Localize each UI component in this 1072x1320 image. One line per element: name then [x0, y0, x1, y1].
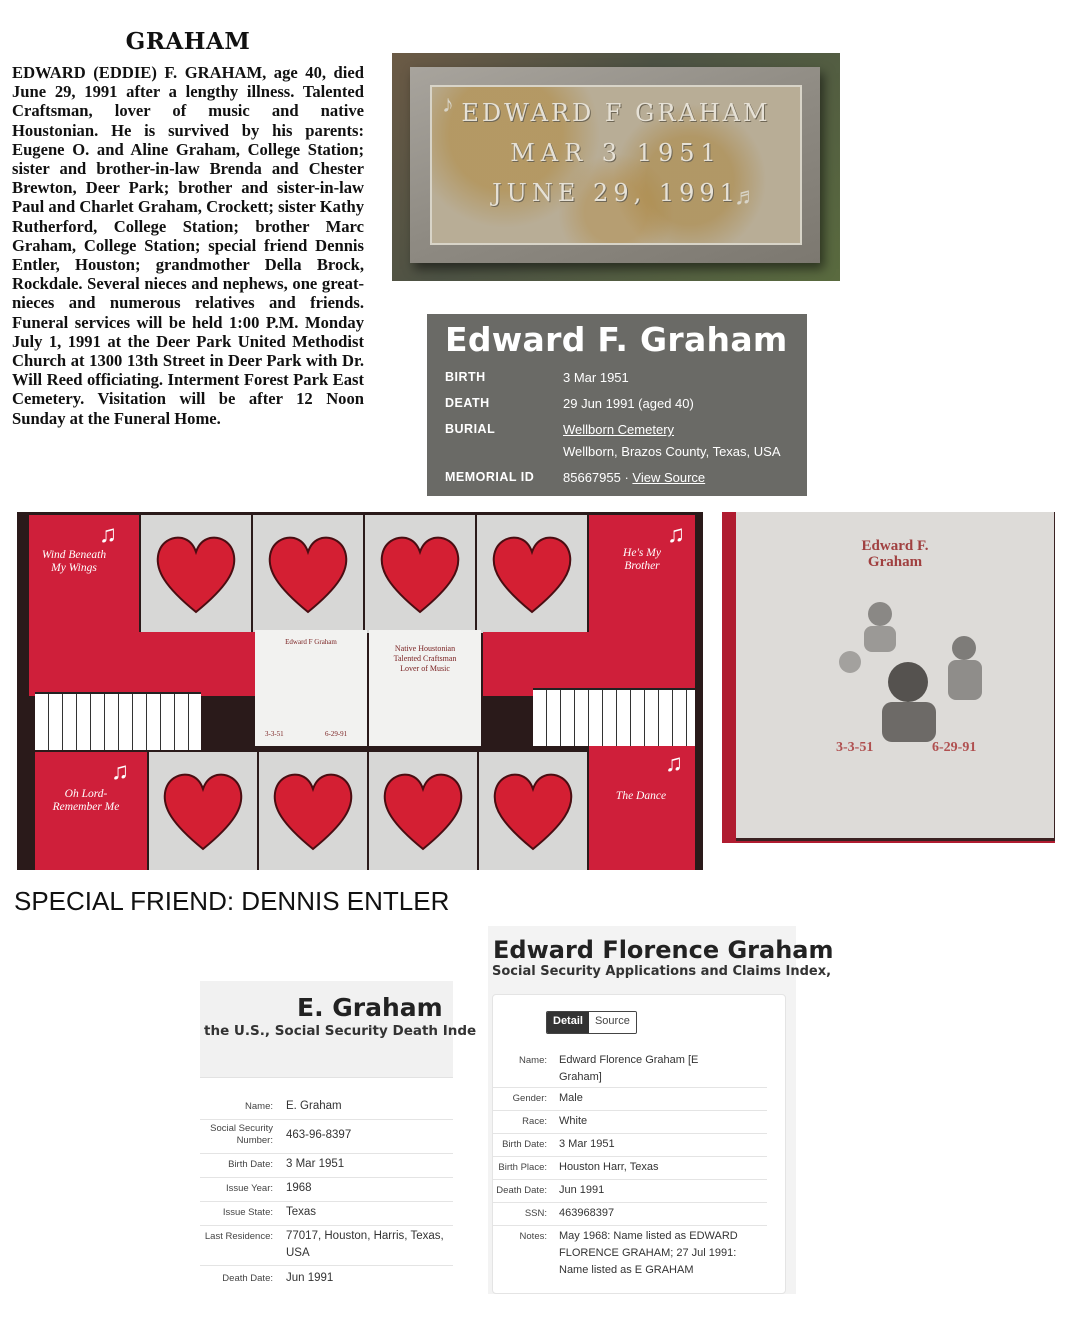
ssaci-row-value: Houston Harr, Texas: [559, 1161, 659, 1173]
ssaci-detail-card: [492, 994, 786, 1294]
quilt-heart-panel: [477, 515, 587, 633]
ssdi-row: [200, 1269, 453, 1291]
quilt-panel-br: [589, 746, 695, 870]
ssdi-row-value: 3 Mar 1951: [286, 1158, 345, 1170]
ssaci-row-value: Edward Florence Graham [E Graham]: [559, 1054, 699, 1083]
ssdi-row-value: 463-96-8397: [286, 1129, 352, 1141]
ssdi-row-value: 1968: [286, 1182, 312, 1194]
death-value: 29 Jun 1991 (aged 40): [563, 396, 694, 411]
quilt-words-panel: [369, 630, 481, 746]
quilt-heart-panel: [149, 752, 257, 870]
quilt-closeup-photo: [722, 512, 1055, 843]
quilt-heart-panel: [369, 752, 477, 870]
heart-icon: [491, 771, 575, 851]
memorial-id-value: [563, 470, 705, 485]
ssdi-row-label: Last Residence:: [204, 1231, 273, 1242]
birth-label: BIRTH: [445, 370, 486, 384]
quilt-heart-panel: [365, 515, 475, 633]
heart-icon: [154, 534, 238, 614]
headstone-plaque: [430, 85, 802, 245]
ssdi-row-label: Death Date:: [222, 1273, 273, 1284]
headstone-death: JUNE 29, 1991: [492, 179, 740, 207]
quilt-text-tr: He's My Brother: [623, 547, 661, 572]
obituary-text: EDWARD (EDDIE) F. GRAHAM, age 40, died June 29, 1991 after a lengthy illness. Talented Craftsman, lover of music and native Houstonian. He is survived by his parents: Eugene O. and Aline Graham, College Station; sister and brother-in-law Brenda and Chester Brewton, Deer Park; brother and sister-in-law Paul and Charlet Graham, Crockett; sister Kathy Rutherford, College Station; brother Marc Graham, College Station; special friend Dennis Entler, Houston; grandmother Della Brock, Rockdale. Several nieces and nephews, one great-nieces and numerous relatives and friends. Funeral services will be held 1:00 P.M. Monday July 1, 1991 at the Deer Park United Methodist Church at 1300 13th Street in Deer Park with Dr. Will Reed officiating. Interment Forest Park East Cemetery. Visitation will be after 12 Noon Sunday at the Funeral Home.: [12, 63, 364, 428]
memorial-id: 85667955 ·: [563, 470, 629, 485]
piano-keys-right: [533, 688, 695, 746]
quilt-closeup-panel: [736, 512, 1055, 841]
music-note-icon: ♫: [99, 521, 117, 548]
ssdi-row-value: 77017, Houston, Harris, Texas, USA: [286, 1230, 444, 1259]
ssaci-row-value: Male: [559, 1092, 583, 1104]
ssdi-row: [200, 1155, 453, 1178]
obituary-clipping: [10, 28, 366, 498]
ssdi-row: [200, 1203, 453, 1226]
ssaci-row-value: White: [559, 1115, 588, 1127]
headstone-name: EDWARD F GRAHAM: [461, 99, 771, 127]
ssaci-row-label: Death Date:: [496, 1185, 547, 1196]
headstone: [410, 67, 820, 263]
closeup-name-line1: Edward F.: [861, 538, 929, 554]
ssdi-record: [200, 981, 477, 1293]
closeup-birth-date: 3-3-51: [836, 740, 874, 755]
quilt-center-words: Native Houstonian Talented Craftsman Lover of Music: [393, 644, 457, 673]
ssaci-row-label: Birth Place:: [498, 1162, 547, 1173]
headstone-photo: [392, 53, 840, 281]
ssdi-title: E. Graham: [297, 993, 443, 1022]
tab-detail[interactable]: Detail: [547, 1012, 589, 1033]
quilt-text-tl: Wind Beneath My Wings: [41, 549, 107, 574]
ssaci-row-label: Race:: [522, 1116, 547, 1127]
ssaci-row-value: May 1968: Name listed as EDWARD FLORENCE GRAHAM; 27 Jul 1991: Name listed as E GRAHAM: [559, 1230, 738, 1276]
ssaci-row-label: SSN:: [524, 1208, 547, 1219]
ssdi-row: [200, 1097, 453, 1120]
closeup-name: [736, 538, 1054, 570]
view-source-link[interactable]: View Source: [632, 470, 706, 485]
ssaci-record: [488, 926, 834, 1294]
ssaci-row-value: 463968397: [559, 1207, 615, 1219]
closeup-death-date: 6-29-91: [932, 740, 977, 755]
quilt-text-bl: Oh Lord- Remember Me: [52, 788, 120, 813]
ssaci-row-label: Birth Date:: [502, 1139, 547, 1150]
ssaci-row: [493, 1112, 767, 1134]
ssaci-row: [493, 1051, 767, 1088]
quilt-center-name: Edward F Graham: [285, 638, 337, 646]
quilt-photo-strip-left: [29, 632, 281, 696]
music-note-icon: ♪: [442, 91, 454, 118]
quilt-panel-bl: [35, 752, 147, 870]
ssaci-row: [493, 1204, 767, 1226]
ssdi-row-label: Issue Year:: [225, 1183, 273, 1194]
ssdi-row-label: Name:: [245, 1101, 273, 1112]
ssaci-subtitle: Social Security Applications and Claims Index,: [492, 964, 832, 979]
quilt-birth-date: 3-3-51: [265, 730, 284, 738]
quilt-panel-tr: [589, 515, 695, 633]
ssdi-row-value: Jun 1991: [286, 1272, 334, 1284]
heart-icon: [161, 771, 245, 851]
quilt-death-date: 6-29-91: [325, 730, 348, 738]
special-friend-caption: SPECIAL FRIEND: DENNIS ENTLER: [14, 886, 450, 916]
ssdi-row: [200, 1121, 453, 1154]
music-staff-icon: ♬: [734, 183, 758, 210]
memorial-name: Edward F. Graham: [445, 320, 788, 359]
heart-icon: [490, 534, 574, 614]
ssaci-row: [493, 1089, 767, 1111]
heart-icon: [381, 771, 465, 851]
quilt-text-br: The Dance: [615, 790, 667, 802]
ssaci-row: [493, 1135, 767, 1157]
death-label: DEATH: [445, 396, 490, 410]
ssdi-row: [200, 1227, 453, 1266]
ssdi-header: [200, 981, 477, 1078]
ssaci-title: Edward Florence Graham: [493, 936, 834, 964]
memorial-id-label: MEMORIAL ID: [445, 470, 535, 484]
ssdi-row-label: Issue State:: [222, 1207, 273, 1218]
music-note-icon: ♫: [111, 758, 129, 785]
ssaci-row: [493, 1227, 767, 1281]
music-note-icon: ♫: [667, 521, 685, 548]
quilt-center-panel: [255, 630, 367, 746]
birth-value: 3 Mar 1951: [563, 370, 629, 385]
quilt-panel-tl: [29, 515, 139, 633]
ssdi-row-label: Social Security Number:: [210, 1123, 273, 1146]
piano-keys-left: [35, 692, 201, 750]
heart-icon: [266, 534, 350, 614]
ssaci-row-value: Jun 1991: [559, 1184, 605, 1196]
memorial-card: [427, 314, 807, 496]
ssaci-row-label: Gender:: [512, 1093, 547, 1104]
heart-icon: [271, 771, 355, 851]
memorial-quilt-photo: [17, 512, 703, 870]
detail-source-tabs: [546, 1011, 637, 1034]
quilt-heart-panel: [259, 752, 367, 870]
ssaci-row-label: Notes:: [519, 1231, 547, 1242]
ssdi-row-label: Birth Date:: [228, 1159, 273, 1170]
burial-place: Wellborn, Brazos County, Texas, USA: [563, 444, 781, 459]
obituary-heading: GRAHAM: [125, 28, 251, 55]
ssdi-subtitle: the U.S., Social Security Death Inde: [204, 1023, 477, 1039]
ssdi-row: [200, 1179, 453, 1202]
portrait-photos: [824, 592, 984, 742]
quilt-heart-panel: [141, 515, 251, 633]
burial-cemetery-link[interactable]: Wellborn Cemetery: [563, 422, 675, 437]
closeup-name-line2: Graham: [867, 554, 923, 570]
quilt-heart-panel: [253, 515, 363, 633]
quilt-photo-strip-right: [483, 632, 695, 696]
burial-label: BURIAL: [445, 422, 496, 436]
headstone-birth: MAR 3 1951: [510, 139, 722, 167]
quilt-heart-panel: [479, 752, 587, 870]
ssaci-row-value: 3 Mar 1951: [559, 1138, 615, 1150]
tab-source[interactable]: Source: [589, 1012, 636, 1033]
ssaci-row: [493, 1181, 767, 1203]
music-note-icon: ♫: [665, 750, 683, 777]
ssaci-row: [493, 1158, 767, 1180]
ssdi-row-value: E. Graham: [286, 1100, 342, 1112]
heart-icon: [378, 534, 462, 614]
ssaci-row-label: Name:: [519, 1055, 547, 1066]
ssdi-row-value: Texas: [286, 1206, 317, 1218]
